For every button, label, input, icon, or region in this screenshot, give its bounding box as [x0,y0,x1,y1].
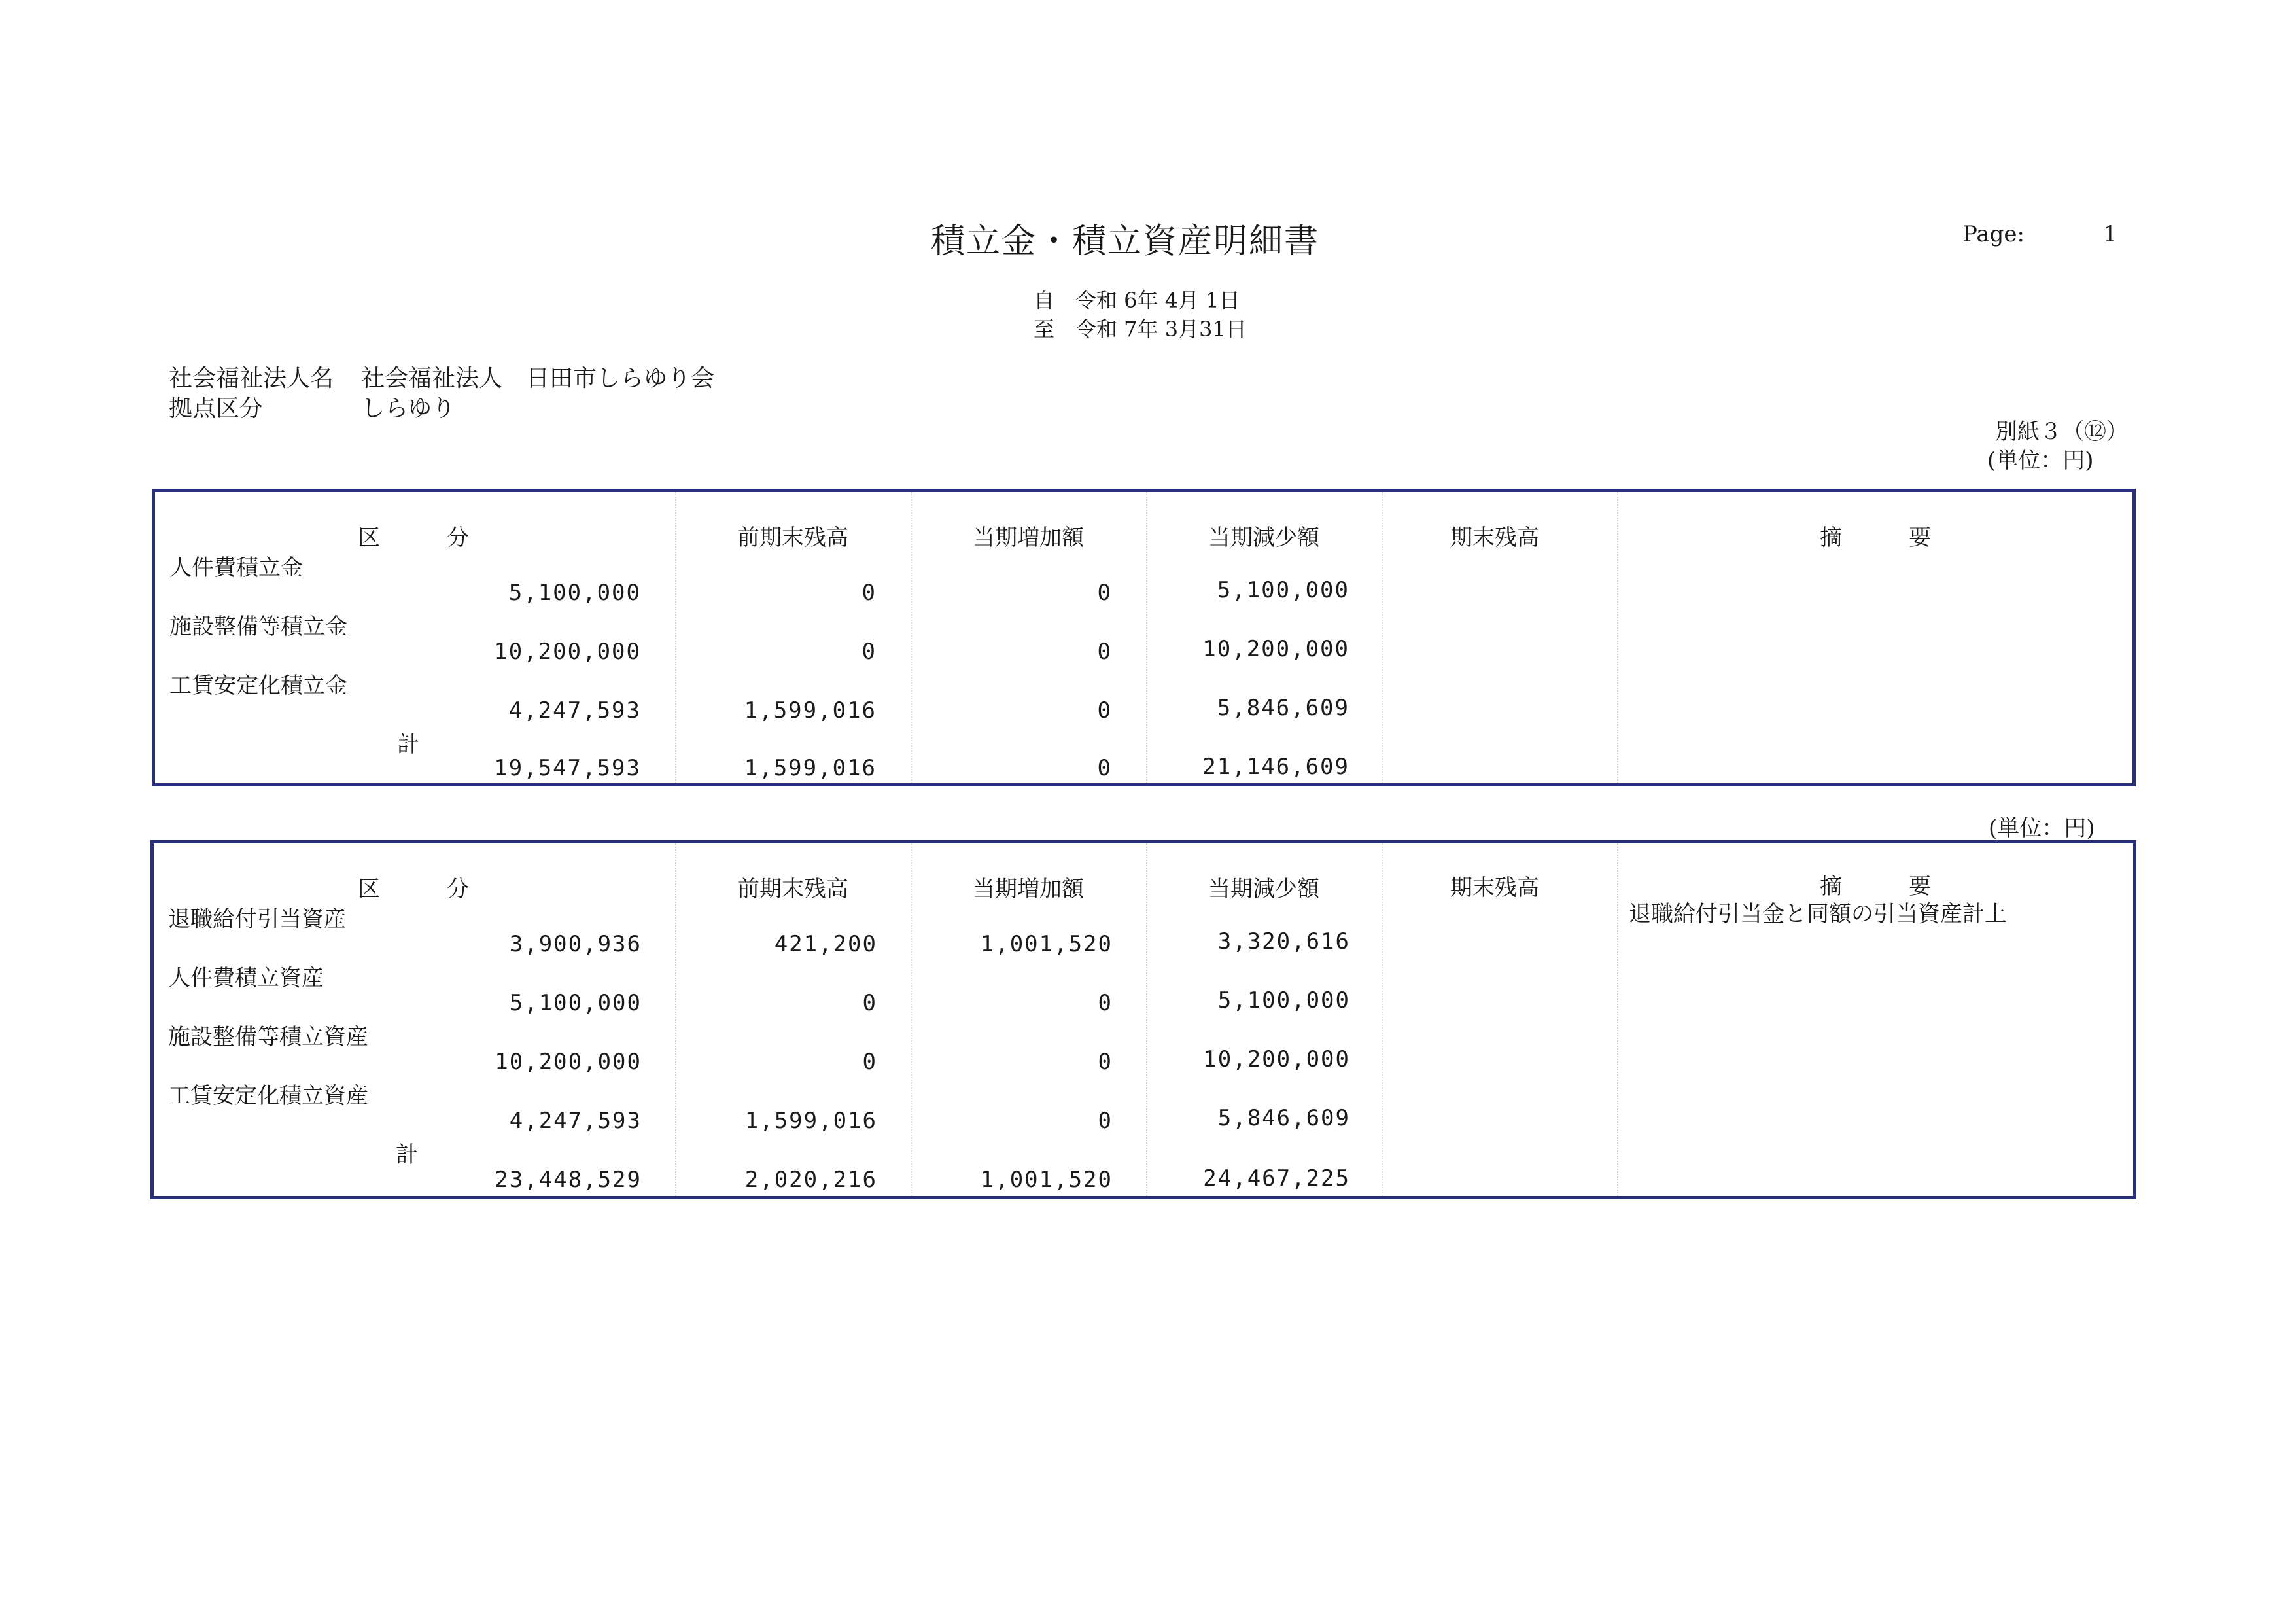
column-separator [675,843,676,1196]
reserves-table [152,489,2136,786]
row-category: 施設整備等積立金 [169,614,347,640]
header-category: 区 分 [358,876,469,902]
row-category: 人件費積立資産 [168,965,324,991]
total-prev-balance: 23,448,529 [495,1167,642,1193]
row-category: 工賃安定化積立資産 [168,1083,368,1109]
column-separator [1617,843,1618,1196]
base-category-label: 拠点区分 [169,395,264,422]
unit-label: (単位：円) [1989,815,2095,841]
column-separator [1382,843,1383,1196]
column-separator [1382,492,1383,783]
header-remarks: 摘 要 [1820,874,1931,900]
reserve-assets-table [150,840,2136,1199]
total-end-balance: 21,146,609 [1202,754,1349,780]
unit-label: (単位：円) [1987,448,2094,474]
cell-decrease: 1,001,520 [980,931,1113,957]
cell-prev-balance: 10,200,000 [494,639,641,665]
total-end-balance: 24,467,225 [1203,1165,1350,1192]
total-increase: 1,599,016 [744,755,877,781]
total-increase: 2,020,216 [744,1167,877,1193]
cell-increase: 0 [861,580,877,606]
row-category: 施設整備等積立資産 [168,1024,368,1050]
attachment-note: 別紙３（⑫） [1995,419,2129,445]
header-category: 区 分 [358,525,469,551]
cell-end-balance: 10,200,000 [1202,636,1349,662]
cell-prev-balance: 5,100,000 [509,990,642,1016]
cell-prev-balance: 4,247,593 [509,1108,642,1134]
cell-decrease: 0 [1097,697,1112,724]
header-prev-balance: 前期末残高 [737,525,848,551]
cell-end-balance: 10,200,000 [1203,1046,1350,1072]
total-decrease: 1,001,520 [980,1167,1113,1193]
total-label: 計 [397,732,419,758]
cell-increase: 0 [862,990,877,1016]
cell-end-balance: 5,100,000 [1217,987,1350,1014]
header-end-balance: 期末残高 [1450,875,1539,901]
period-to: 至 令和 7年 3月31日 [1034,317,1247,342]
cell-decrease: 0 [1097,639,1112,665]
cell-increase: 1,599,016 [744,1108,877,1134]
corporation-name: 社会福祉法人 日田市しらゆり会 [361,365,715,392]
column-separator [1146,843,1147,1196]
cell-decrease: 0 [1098,990,1113,1016]
total-decrease: 0 [1097,755,1112,781]
header-decrease: 当期減少額 [1208,525,1319,551]
column-separator [675,492,676,783]
cell-decrease: 0 [1098,1108,1113,1134]
cell-increase: 0 [862,1049,877,1075]
cell-end-balance: 5,846,609 [1217,1105,1350,1131]
cell-increase: 1,599,016 [744,697,877,724]
cell-prev-balance: 5,100,000 [508,580,641,606]
total-label: 計 [396,1142,418,1168]
corporation-label: 社会福祉法人名 [169,365,334,392]
cell-end-balance: 5,846,609 [1217,695,1349,721]
header-decrease: 当期減少額 [1208,876,1319,902]
cell-prev-balance: 3,900,936 [509,931,642,957]
cell-increase: 421,200 [774,931,877,957]
period-from: 自 令和 6年 4月 1日 [1034,288,1240,313]
cell-prev-balance: 4,247,593 [508,697,641,724]
row-category: 工賃安定化積立金 [169,673,347,699]
cell-decrease: 0 [1097,580,1112,606]
total-prev-balance: 19,547,593 [494,755,641,781]
row-remark: 退職給付引当金と同額の引当資産計上 [1629,901,2007,927]
column-separator [911,843,912,1196]
document-title: 積立金・積立資産明細書 [930,222,1319,261]
column-separator [1617,492,1618,783]
page-number: 1 [2103,221,2117,247]
header-increase: 当期増加額 [973,876,1084,902]
cell-end-balance: 5,100,000 [1217,577,1349,603]
header-remarks: 摘 要 [1820,525,1931,551]
base-category-value: しらゆり [361,395,456,422]
column-separator [911,492,912,783]
header-end-balance: 期末残高 [1450,525,1539,551]
cell-prev-balance: 10,200,000 [495,1049,642,1075]
cell-end-balance: 3,320,616 [1217,928,1350,955]
cell-decrease: 0 [1098,1049,1113,1075]
row-category: 退職給付引当資産 [168,906,346,932]
page-label: Page: [1962,221,2025,247]
header-prev-balance: 前期末残高 [737,876,848,902]
cell-increase: 0 [861,639,877,665]
row-category: 人件費積立金 [169,555,303,581]
column-separator [1146,492,1147,783]
header-increase: 当期増加額 [973,525,1084,551]
